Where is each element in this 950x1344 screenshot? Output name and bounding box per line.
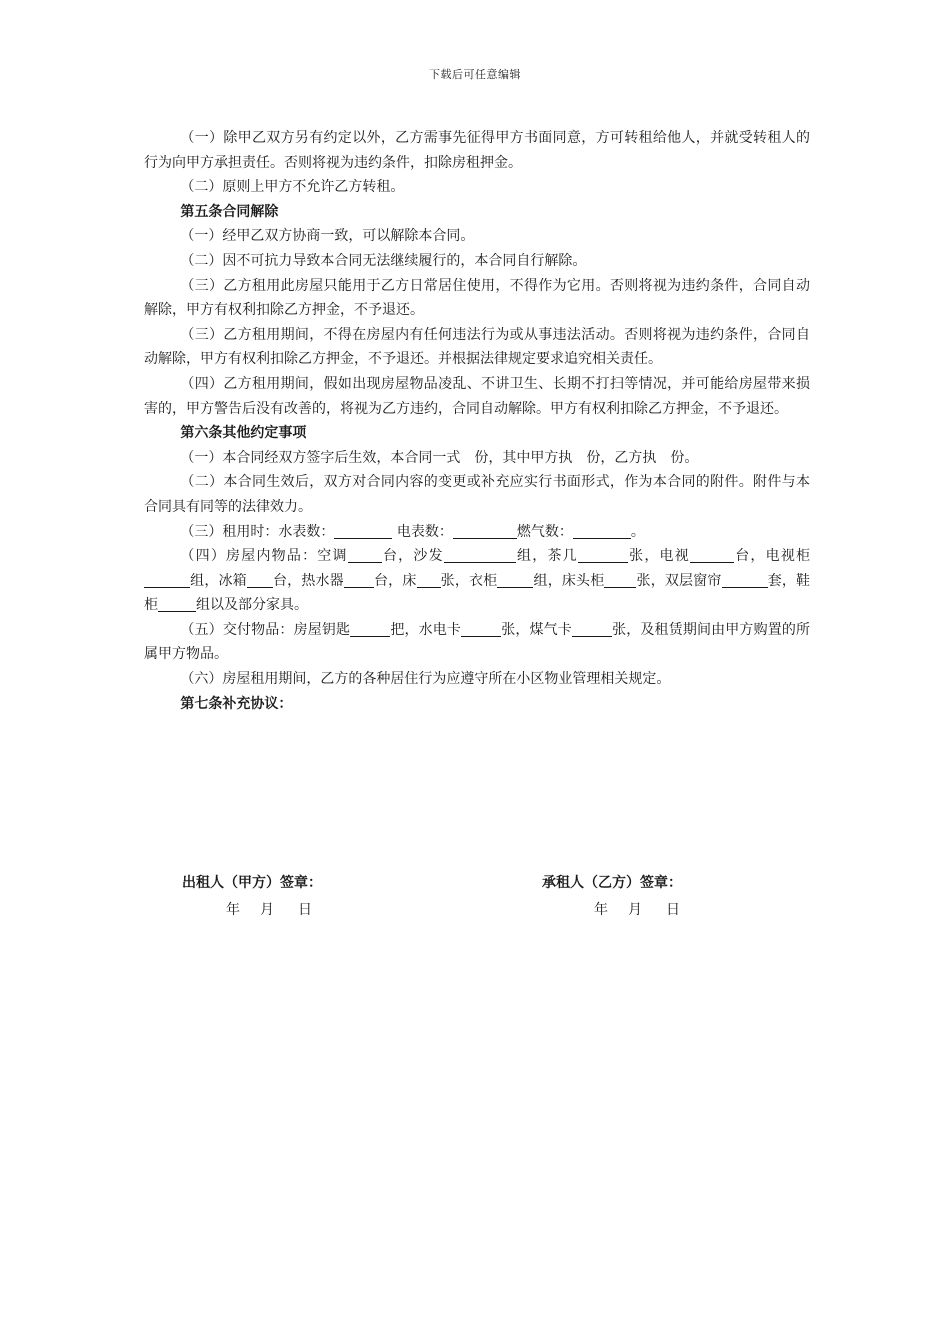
termination-clause-1: （一）经甲乙双方协商一致，可以解除本合同。	[180, 228, 475, 245]
nightstand-count-blank[interactable]	[604, 572, 636, 588]
lessee-date: 年 月 日	[594, 902, 680, 918]
other-clause-1: （一）本合同经双方签字后生效，本合同一式 份，其中甲方执 份，乙方执 份。	[180, 449, 699, 466]
tv-cabinet-count-blank[interactable]	[144, 572, 190, 588]
bed-count-blank[interactable]	[417, 572, 441, 588]
gas-card-count-blank[interactable]	[572, 621, 612, 637]
wardrobe-count-blank[interactable]	[497, 572, 533, 588]
other-clause-2: （二）本合同生效后，双方对合同内容的变更或补充应实行书面形式，作为本合同的附件。附件与本合同具有同等的法律效力。	[144, 474, 810, 515]
lessor-date: 年 月 日	[226, 902, 312, 918]
section-5-title: 第五条合同解除	[180, 203, 279, 220]
other-clause-5: （五）交付物品：房屋钥匙 把，水电卡 张，煤气卡 张，及租赁期间由甲方购置的所属甲方物品。	[144, 621, 811, 663]
curtain-count-blank[interactable]	[722, 572, 768, 588]
utility-card-count-blank[interactable]	[461, 621, 501, 637]
shoe-cabinet-count-blank[interactable]	[158, 596, 196, 612]
lessor-signature-label: 出租人（甲方）签章：	[182, 875, 322, 891]
fridge-count-blank[interactable]	[247, 572, 273, 588]
other-clause-3: （三）租用时：水表数： 电表数： 燃气数： 。	[180, 523, 645, 540]
page-header: 下载后可任意编辑	[429, 68, 521, 81]
gas-meter-blank[interactable]	[573, 523, 631, 539]
tea-table-count-blank[interactable]	[578, 547, 628, 563]
electric-meter-blank[interactable]	[453, 523, 517, 539]
ac-count-blank[interactable]	[348, 547, 382, 563]
sublet-clause-1: （一）除甲乙双方另有约定以外，乙方需事先征得甲方书面同意，方可转租给他人，并就受转租人的行为向甲方承担责任。否则将视为违约条件，扣除房租押金。	[144, 130, 810, 171]
termination-clause-3: （三）乙方租用此房屋只能用于乙方日常居住使用，不得作为它用。否则将视为违约条件，合同自动解除，甲方有权利扣除乙方押金，不予退还。	[144, 277, 810, 319]
section-7-title: 第七条补充协议：	[180, 695, 293, 712]
termination-clause-4: （四）乙方租用期间，假如出现房屋物品凌乱、不讲卫生、长期不打扫等情况，并可能给房屋带来损害的，甲方警告后没有改善的，将视为乙方违约，合同自动解除。甲方有权利扣除乙方押金，不予退还。	[144, 375, 810, 417]
water-meter-blank[interactable]	[334, 523, 392, 539]
water-heater-count-blank[interactable]	[344, 572, 374, 588]
other-clause-4: （四）房屋内物品：空调 台，沙发 组，茶几 张，电视 台，电视柜组，冰箱 台，热水器 台，床 张，衣柜 组，床头柜 张，双层窗帘 套，鞋柜 组以及部分家具。	[144, 548, 811, 614]
termination-clause-2: （二）因不可抗力导致本合同无法继续履行的，本合同自行解除。	[180, 252, 587, 269]
section-6-title: 第六条其他约定事项	[180, 425, 307, 442]
other-clause-6: （六）房屋租用期间，乙方的各种居住行为应遵守所在小区物业管理相关规定。	[180, 671, 671, 688]
key-count-blank[interactable]	[350, 621, 390, 637]
contract-body	[144, 126, 810, 716]
signature-block	[144, 872, 810, 932]
termination-clause-3b: （三）乙方租用期间，不得在房屋内有任何违法行为或从事违法活动。否则将视为违约条件，合同自动解除，甲方有权利扣除乙方押金，不予退还。并根据法律规定要求追究相关责任。	[144, 326, 810, 368]
lessee-signature-label: 承租人（乙方）签章：	[542, 875, 682, 891]
sofa-count-blank[interactable]	[444, 547, 516, 563]
sublet-clause-2: （二）原则上甲方不允许乙方转租。	[180, 179, 405, 196]
tv-count-blank[interactable]	[690, 547, 734, 563]
